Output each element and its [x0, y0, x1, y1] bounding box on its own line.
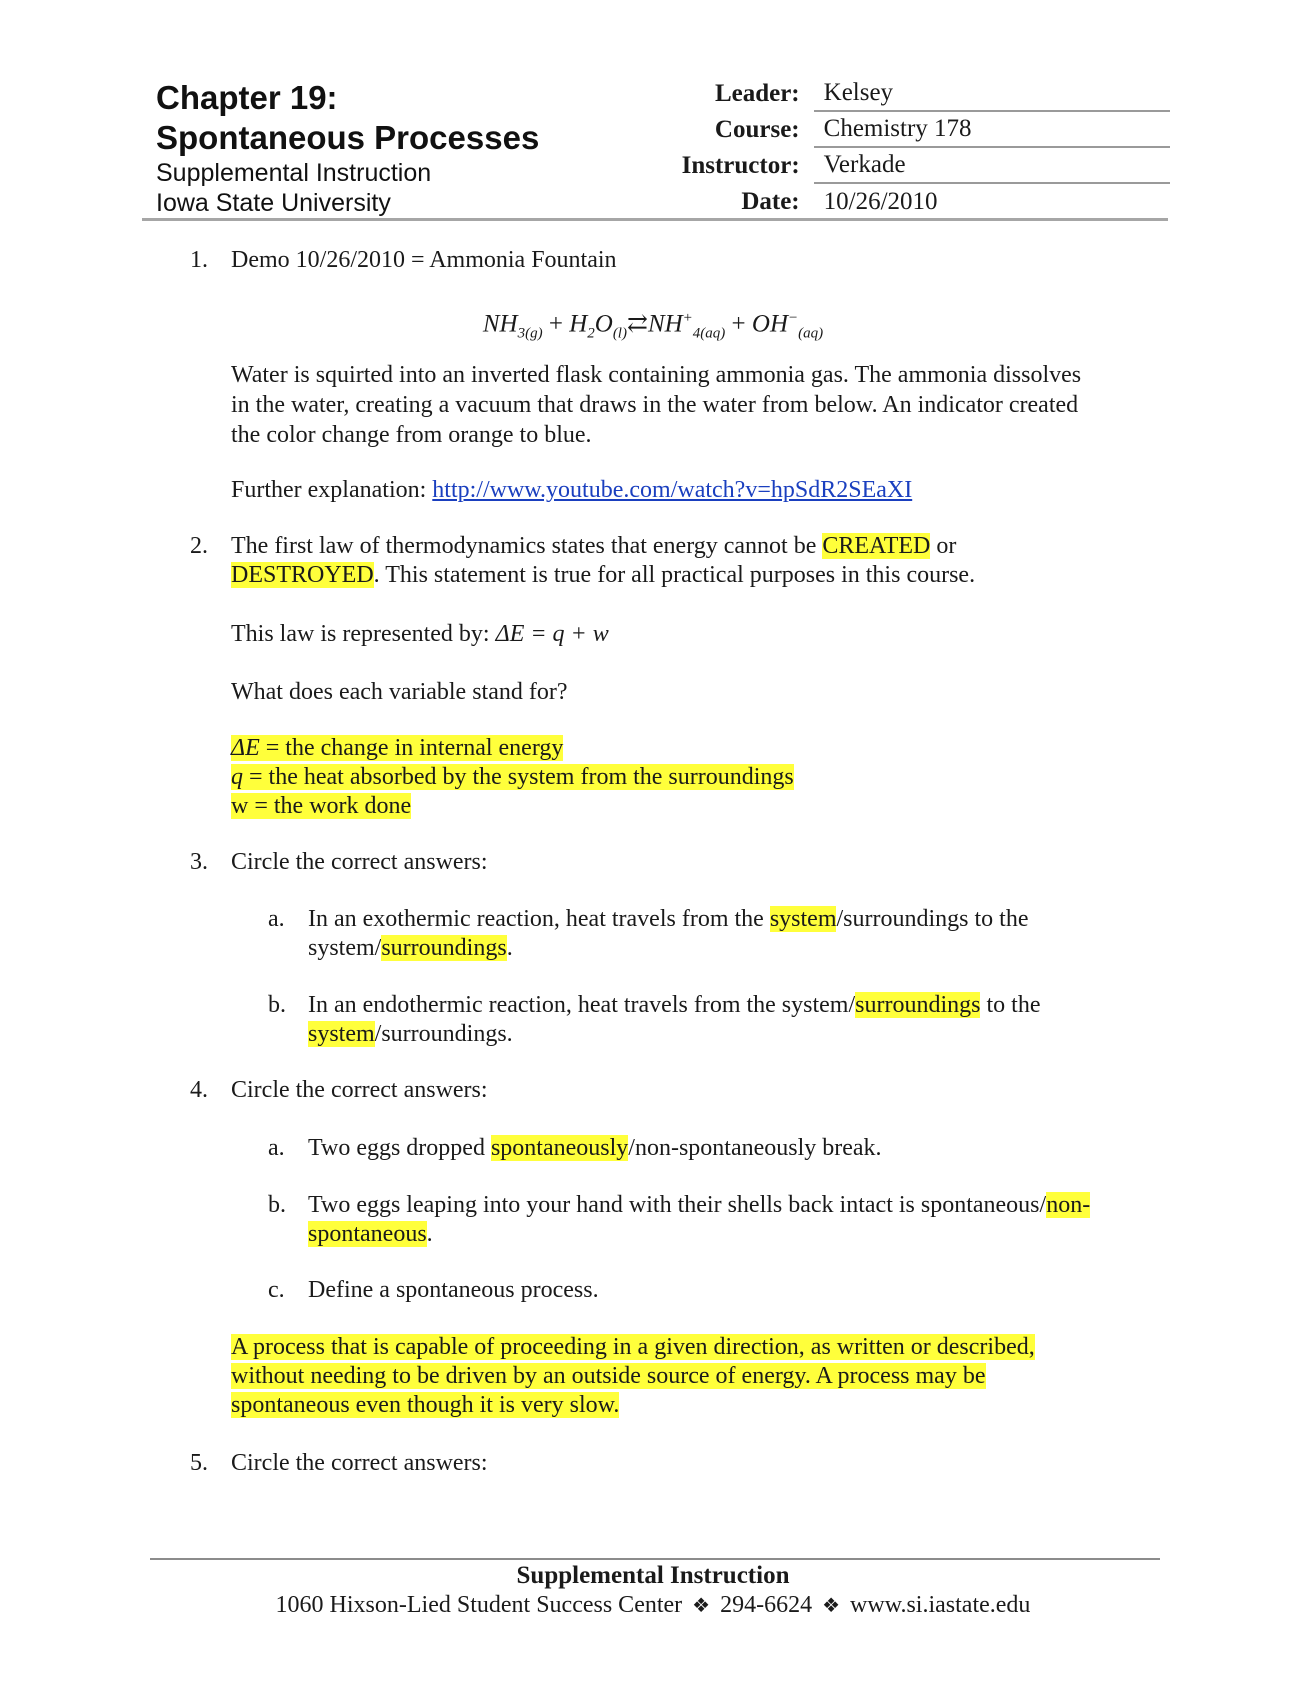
first-law-equation: ΔE = q + w [495, 621, 609, 647]
q4a-line: Two eggs dropped spontaneously/non-spontaneously break. [308, 1135, 882, 1161]
meta-key: Date: [741, 188, 800, 215]
q4b-line-1: Two eggs leaping into your hand with their shells back intact is spontaneous/non- [308, 1192, 1091, 1218]
diamond-separator-icon: ❖ [692, 1595, 711, 1617]
answer-w: w = the work done [231, 793, 412, 819]
highlight-created: CREATED [822, 533, 931, 559]
definition-line-2: without needing to be driven by an outside source of energy. A process may be [231, 1363, 986, 1389]
q2-line-1: The first law of thermodynamics states that energy cannot be CREATED or [231, 533, 957, 559]
q1-paragraph-line-2: in the water, creating a vacuum that draws in the water from below. An indicator created [231, 392, 1079, 418]
q3a-line-1: In an exothermic reaction, heat travels from the system/surroundings to the [308, 906, 1029, 932]
program-name: Supplemental Instruction [156, 159, 432, 187]
q3a-line-2: system/surroundings. [308, 935, 513, 961]
meta-value: Chemistry 178 [814, 112, 1170, 148]
q2-question: What does each variable stand for? [231, 679, 568, 705]
q1-paragraph-line-3: the color change from orange to blue. [231, 422, 592, 448]
question-number: 2. [190, 533, 208, 559]
footer-contact [0, 1592, 1306, 1619]
footer-website[interactable]: www.si.iastate.edu [850, 1592, 1031, 1618]
definition-line-1: A process that is capable of proceeding in a given direction, as written or described, [231, 1334, 1035, 1360]
q1-paragraph-line-1: Water is squirted into an inverted flask containing ammonia gas. The ammonia dissolves [231, 362, 1082, 388]
meta-row-leader [640, 76, 1170, 112]
footer-title: Supplemental Instruction [516, 1562, 790, 1589]
highlight-destroyed: DESTROYED [231, 562, 374, 588]
question-number: 3. [190, 849, 208, 875]
header-divider [142, 218, 1168, 221]
meta-key: Course: [714, 116, 800, 143]
sub-label: c. [268, 1277, 285, 1303]
q3b-line-1: In an endothermic reaction, heat travels from the system/surroundings to the [308, 992, 1041, 1018]
university-name: Iowa State University [156, 189, 391, 217]
meta-row-course [640, 112, 1170, 148]
answer-q: q = the heat absorbed by the system from the surroundings [231, 764, 794, 790]
header-title-block [156, 78, 626, 218]
q5-title: Circle the correct answers: [231, 1450, 488, 1476]
sub-label: b. [268, 1192, 286, 1218]
q1-title: Demo 10/26/2010 = Ammonia Fountain [231, 247, 617, 273]
question-number: 4. [190, 1077, 208, 1103]
q3b-line-2: system/surroundings. [308, 1021, 513, 1047]
diamond-separator-icon: ❖ [822, 1595, 841, 1617]
chapter-number: Chapter 19: [156, 79, 338, 116]
sub-label: a. [268, 1135, 285, 1161]
q3-title: Circle the correct answers: [231, 849, 488, 875]
meta-key: Leader: [714, 80, 800, 107]
sub-label: b. [268, 992, 286, 1018]
law-representation: This law is represented by: ΔE = q + w [231, 621, 609, 647]
q4-title: Circle the correct answers: [231, 1077, 488, 1103]
sub-label: a. [268, 906, 285, 932]
meta-row-date [640, 184, 1170, 220]
definition-line-3: spontaneous even though it is very slow. [231, 1392, 620, 1418]
q4c-line: Define a spontaneous process. [308, 1277, 599, 1303]
question-number: 1. [190, 247, 208, 273]
meta-value: Kelsey [814, 76, 1170, 112]
chapter-title: Spontaneous Processes [156, 119, 540, 156]
answer-delta-e: ΔE = the change in internal energy [231, 735, 564, 761]
footer-address: 1060 Hixson-Lied Student Success Center [275, 1592, 683, 1618]
further-explanation [231, 475, 1161, 505]
q4b-line-2: spontaneous. [308, 1221, 433, 1247]
question-number: 5. [190, 1450, 208, 1476]
footer-divider [150, 1558, 1160, 1560]
meta-value: Verkade [814, 148, 1170, 184]
further-label: Further explanation: [231, 477, 433, 503]
youtube-link[interactable]: http://www.youtube.com/watch?v=hpSdR2SEaXI [432, 477, 913, 503]
meta-key: Instructor: [681, 152, 800, 179]
ammonia-equation: $NH_{3(g)}$ + $H_2O_{(l)}⇄NH^+_{4(aq)} + OH^-_{(aq)}$ [482, 310, 824, 342]
header-meta-table [640, 76, 1170, 220]
q2-line-2: DESTROYED. This statement is true for all practical purposes in this course. [231, 562, 976, 588]
meta-row-instructor [640, 148, 1170, 184]
footer-phone: 294-6624 [720, 1592, 813, 1618]
meta-value: 10/26/2010 [823, 188, 938, 215]
